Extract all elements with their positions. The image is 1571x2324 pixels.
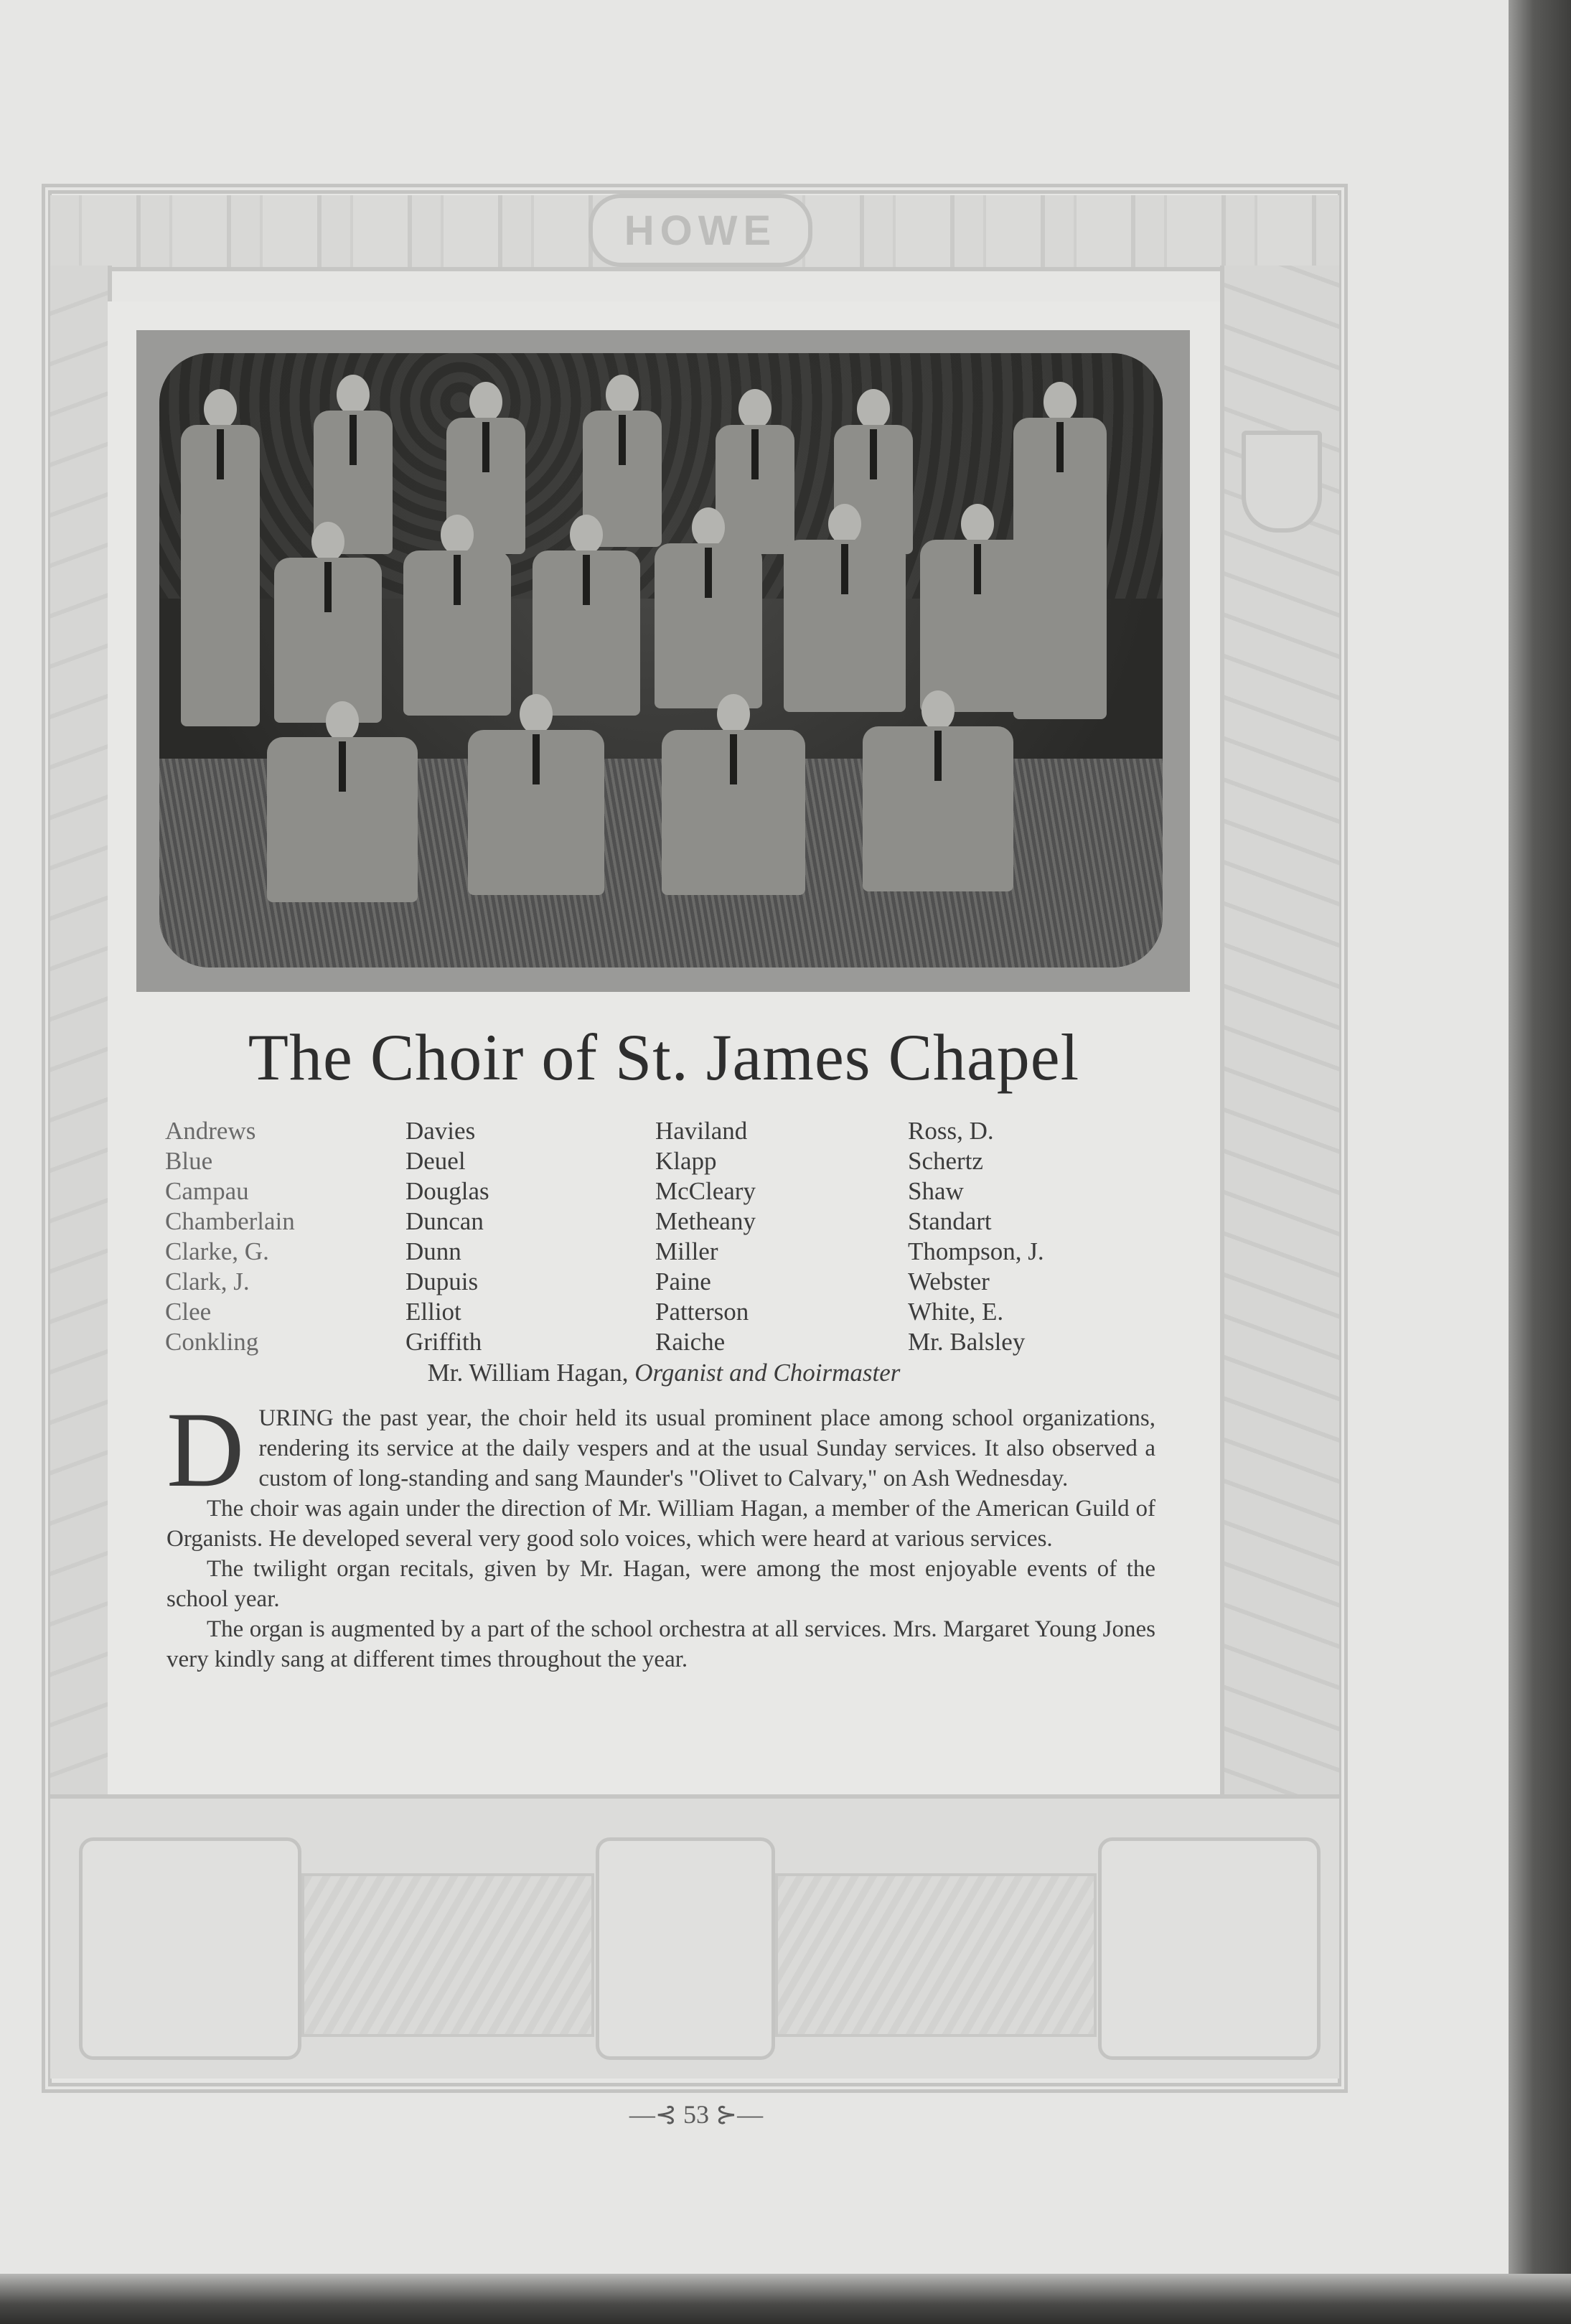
drop-cap: D — [167, 1390, 245, 1509]
frame-left-ornament — [50, 266, 112, 1809]
building-vignette — [301, 1873, 594, 2037]
book-spine — [1509, 0, 1571, 2324]
director-role: Organist and Choirmaster — [634, 1359, 901, 1387]
choir-member-figure — [533, 515, 640, 716]
paragraph-1-text: URING the past year, the choir held its usual prominent place among school organizations, rendering its service at the daily vespers and at the usual Sunday services. It also observed a custom of long-standing and sang Maunder's "Olivet to Calvary," on Ash Wednesday. — [258, 1405, 1155, 1491]
choir-member-figure — [920, 504, 1035, 712]
member-name: Clarke, G. — [165, 1237, 269, 1265]
member-names-column-1 — [165, 1116, 295, 1357]
member-name: Clee — [165, 1298, 212, 1326]
member-name: Davies — [405, 1117, 476, 1145]
member-name: Duncan — [405, 1207, 484, 1235]
cannon-vignette — [775, 1873, 1097, 2037]
page-title: The Choir of St. James Chapel — [248, 1021, 1080, 1094]
member-names-column-4 — [908, 1116, 1044, 1357]
member-name: Andrews — [165, 1117, 256, 1145]
scroll-ornament — [1098, 1837, 1321, 2060]
member-name: Raiche — [655, 1328, 726, 1356]
member-names-column-2 — [405, 1116, 489, 1357]
crest-text: HOWE — [624, 207, 777, 254]
member-name: Elliot — [405, 1298, 461, 1326]
member-name: Standart — [908, 1207, 992, 1235]
member-names-column-3 — [655, 1116, 756, 1357]
member-name: Griffith — [405, 1328, 482, 1356]
page-bottom-edge — [0, 2274, 1571, 2324]
member-name: White, E. — [908, 1298, 1004, 1326]
choir-member-figure — [267, 701, 418, 917]
member-name: Blue — [165, 1147, 213, 1175]
member-name: Metheany — [655, 1207, 756, 1235]
member-name: Haviland — [655, 1117, 748, 1145]
member-name: Dupuis — [405, 1268, 479, 1295]
member-name: Shaw — [908, 1177, 964, 1205]
choir-member-figure — [655, 507, 762, 708]
choir-member-figure — [662, 694, 805, 909]
choir-member-figure — [181, 389, 260, 748]
member-name: Clark, J. — [165, 1268, 250, 1295]
member-name: Schertz — [908, 1147, 983, 1175]
page-number: —⊰ 53 ⊱— — [629, 2100, 764, 2129]
member-name: Mr. Balsley — [908, 1328, 1026, 1356]
coat-of-arms-icon — [1242, 431, 1322, 533]
member-name: Paine — [655, 1268, 711, 1295]
article-body — [167, 1390, 1155, 1674]
director-credit — [108, 1359, 1220, 1387]
choir-member-figure — [468, 694, 604, 909]
scroll-ornament — [596, 1837, 775, 2060]
paragraph-4: The organ is augmented by a part of the school orchestra at all services. Mrs. Margaret Young Jones very kindly sang at different times throughout the year. — [167, 1616, 1155, 1672]
director-name: Mr. William Hagan, — [427, 1359, 629, 1387]
member-name: Patterson — [655, 1298, 749, 1326]
paragraph-1 — [167, 1390, 1155, 1509]
member-name: McCleary — [655, 1177, 756, 1205]
member-name: Thompson, J. — [908, 1237, 1044, 1265]
choir-group-photo — [159, 353, 1163, 967]
choir-member-figure — [274, 522, 382, 723]
member-name: Klapp — [655, 1147, 717, 1175]
member-name: Chamberlain — [165, 1207, 295, 1235]
choir-member-figure — [403, 515, 511, 716]
member-name: Deuel — [405, 1147, 466, 1175]
choir-member-figure — [863, 690, 1013, 906]
member-name: Miller — [655, 1237, 718, 1265]
paragraph-3: The twilight organ recitals, given by Mr. Hagan, were among the most enjoyable events of the school year. — [167, 1556, 1155, 1612]
paragraph-2: The choir was again under the direction of Mr. William Hagan, a member of the American Guild of Organists. He developed several very good solo voices, which were heard at various services. — [167, 1496, 1155, 1552]
scroll-ornament — [79, 1837, 301, 2060]
member-name: Dunn — [405, 1237, 461, 1265]
header-crest — [588, 194, 812, 267]
member-name: Webster — [908, 1268, 990, 1295]
member-name: Conkling — [165, 1328, 259, 1356]
member-name: Ross, D. — [908, 1117, 994, 1145]
choir-member-figure — [784, 504, 906, 712]
member-name: Campau — [165, 1177, 249, 1205]
member-name: Douglas — [405, 1177, 489, 1205]
